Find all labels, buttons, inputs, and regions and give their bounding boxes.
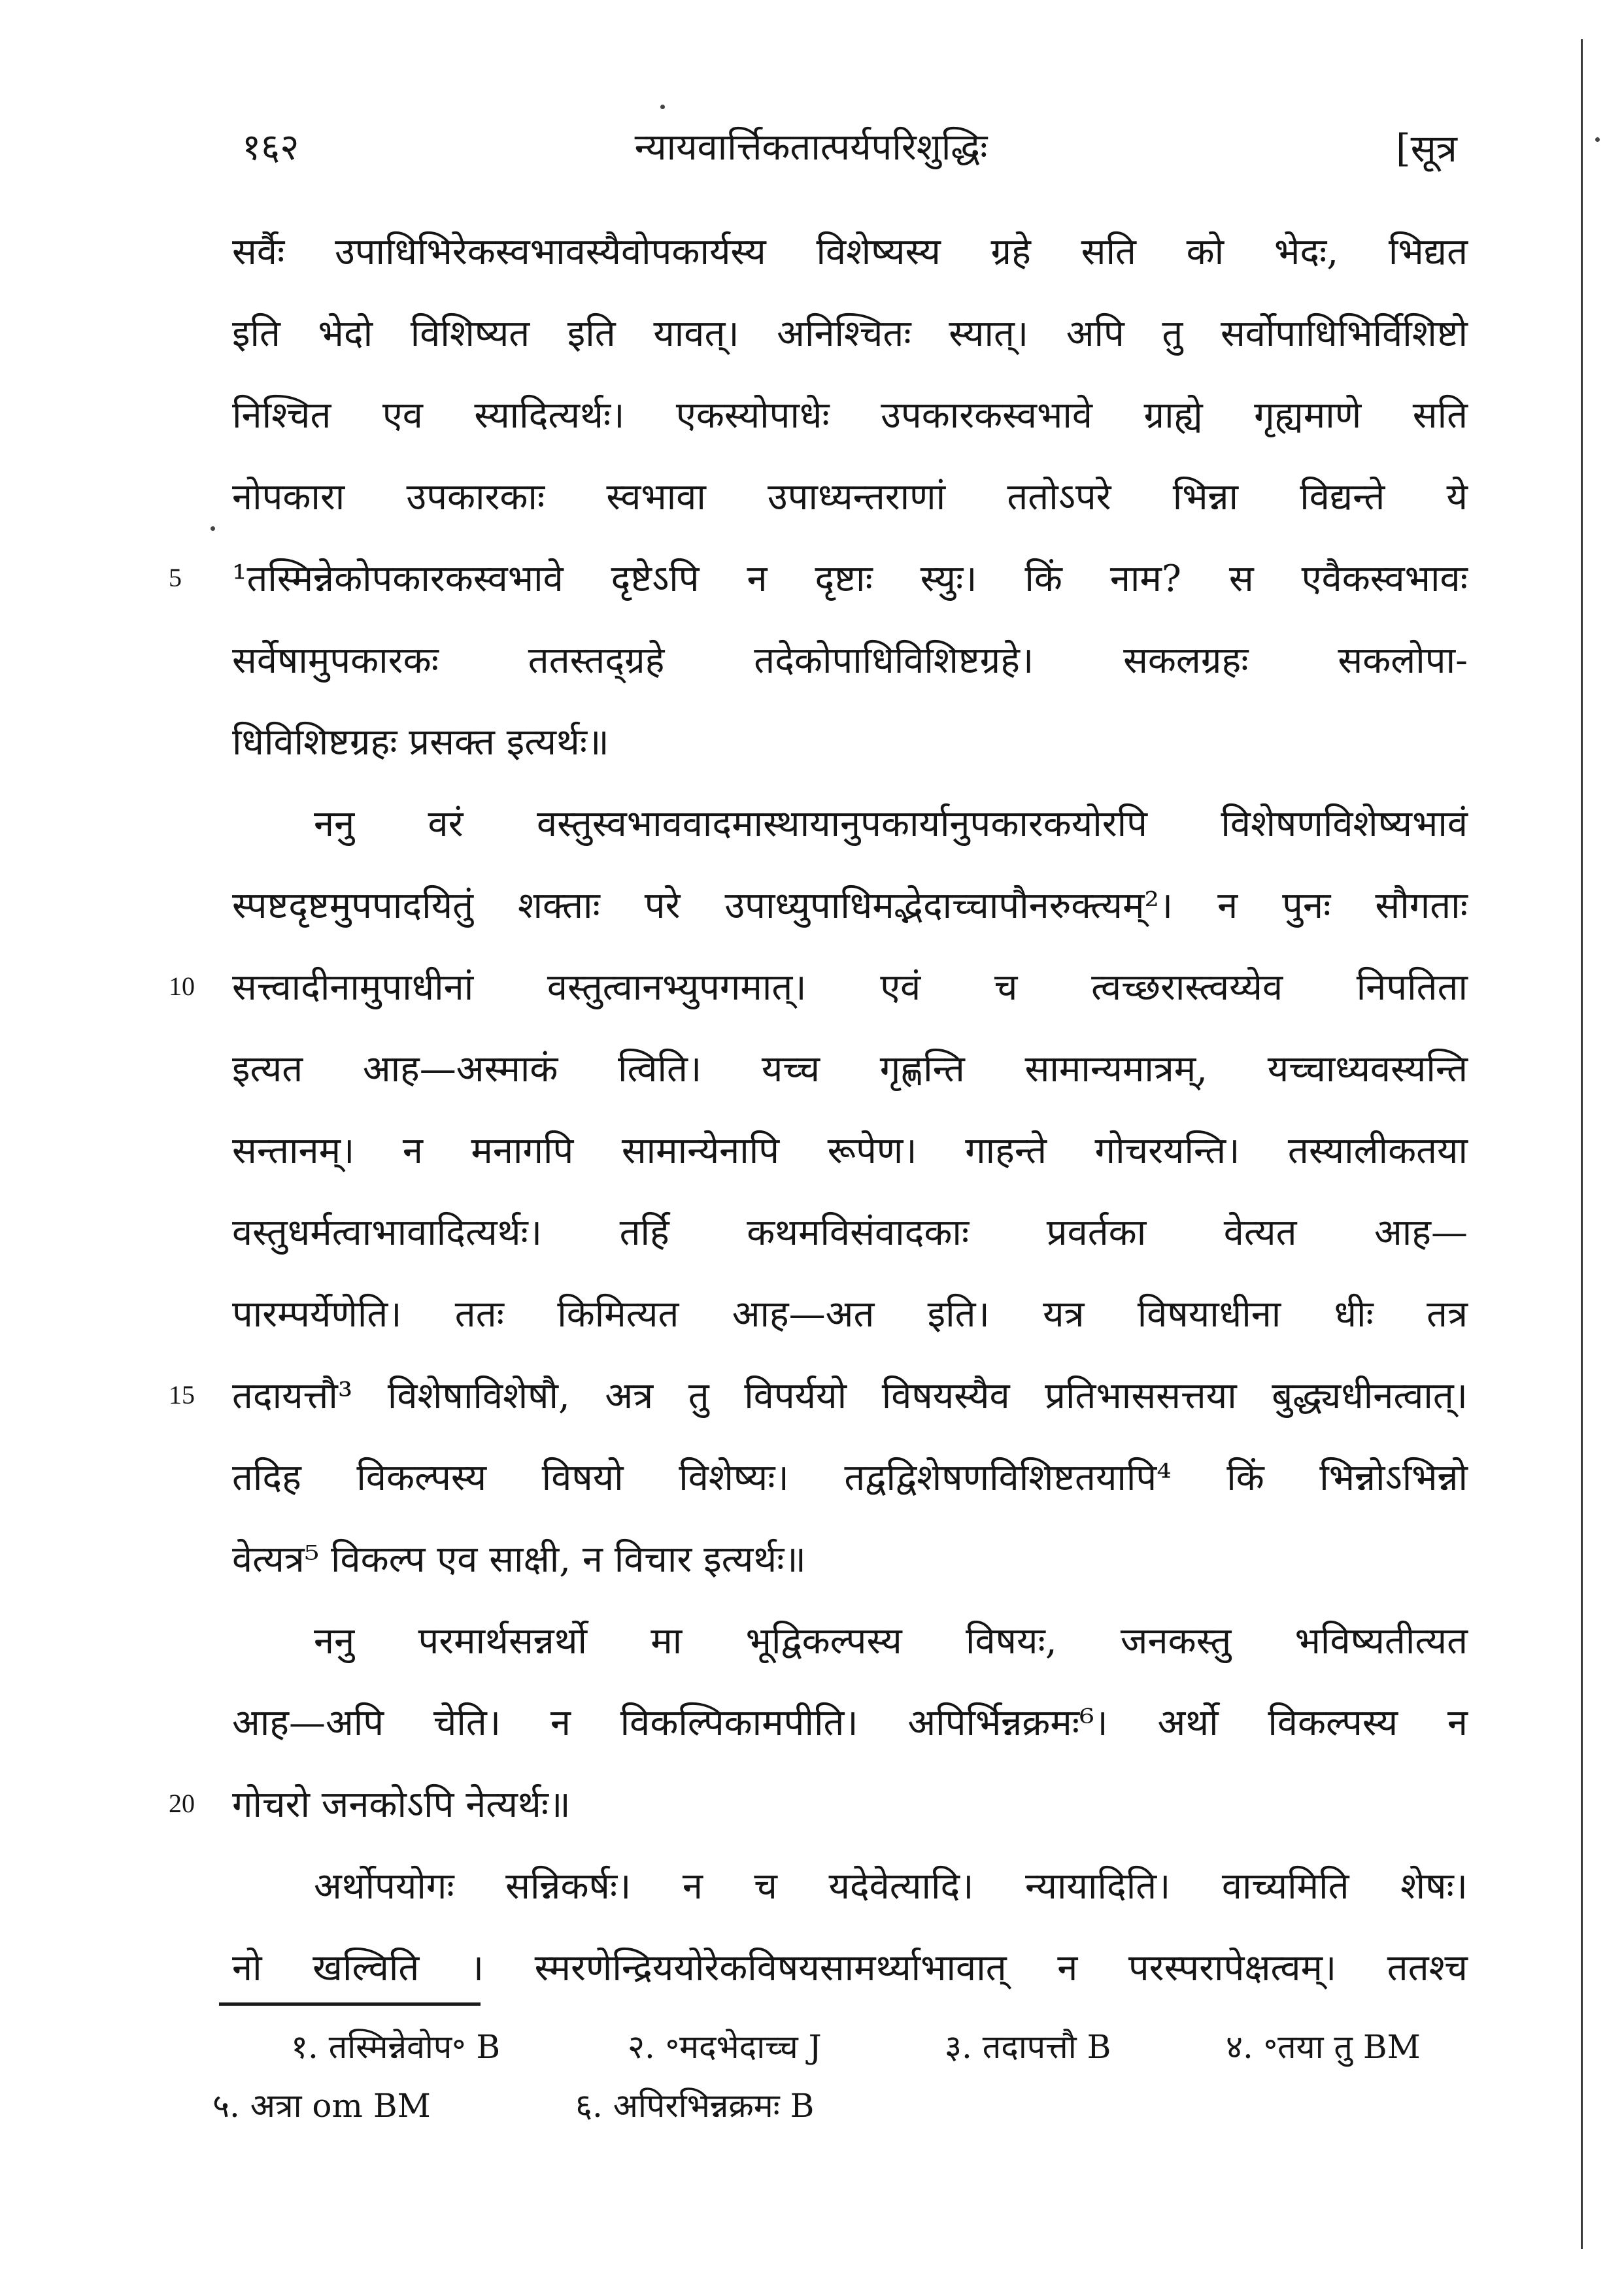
text-line: धिविशिष्टग्रहः प्रसक्त इत्यर्थः॥ (232, 721, 609, 764)
text-line: निश्चित एव स्यादित्यर्थः। एकस्योपाधेः उपकारकस्वभावे ग्राह्ये गृह्यमाणे सति (232, 394, 1468, 437)
text-line: सन्तानम्। न मनागपि सामान्येनापि रूपेण। गाहन्ते गोचरयन्ति। तस्यालीकतया (232, 1130, 1468, 1172)
text-line: वस्तुधर्मत्वाभावादित्यर्थः। तर्हि कथमविसंवादकाः प्रवर्तका वेत्यत आह— (232, 1211, 1468, 1254)
footnote: ४. ॰तया तु BM (1226, 2028, 1421, 2066)
text-line: नोपकारा उपकारकाः स्वभावा उपाध्यन्तराणां ततोऽपरे भिन्ना विद्यन्ते ये (232, 476, 1468, 518)
footnote-rule (219, 2002, 481, 2006)
text-line: वेत्यत्र⁵ विकल्प एव साक्षी, न विचार इत्यर्थः॥ (232, 1538, 806, 1581)
text-line: सर्वेषामुपकारकः ततस्तद्ग्रहे तदेकोपाधिविशिष्टग्रहे। सकलग्रहः सकलोपा- (232, 639, 1468, 682)
scan-speck (211, 526, 215, 531)
footnote: ५. अत्रा om BM (212, 2087, 431, 2125)
text-line: ननु वरं वस्तुस्वभाववादमास्थायानुपकार्यानुपकारकयोरपि विशेषणविशेष्यभावं (314, 803, 1468, 845)
text-line: सर्वैः उपाधिभिरेकस्वभावस्यैवोपकार्यस्य विशेष्यस्य ग्रहे सति को भेदः, भिद्यत (232, 231, 1468, 273)
line-number: 20 (169, 1789, 195, 1818)
running-title: न्यायवार्त्तिकतात्पर्यपरिशुद्धिः (634, 126, 988, 169)
footnote: १. तस्मिन्नेवोप॰ B (291, 2028, 501, 2066)
text-line: नो खल्विति । स्मरणेन्द्रिययोरेकविषयसामर्थ्याभावात् न परस्परापेक्षत्वम्। ततश्च (232, 1947, 1468, 1989)
text-line: ननु परमार्थसन्नर्थो मा भूद्विकल्पस्य विषयः, जनकस्तु भविष्यतीत्यत (314, 1620, 1468, 1663)
text-line: गोचरो जनकोऽपि नेत्यर्थः॥ (232, 1783, 571, 1826)
footnote: ६. अपिरभिन्नक्रमः B (575, 2087, 815, 2125)
text-line: पारम्पर्येणेति। ततः किमित्यत आह—अत इति। यत्र विषयाधीना धीः तत्र (232, 1293, 1468, 1336)
line-number: 10 (169, 971, 195, 1001)
text-line: इति भेदो विशिष्यत इति यावत्। अनिश्चितः स्यात्। अपि तु सर्वोपाधिभिर्विशिष्टो (232, 312, 1468, 355)
text-line: तदिह विकल्पस्य विषयो विशेष्यः। तद्वद्विशेषणविशिष्टतयापि⁴ किं भिन्नोऽभिन्नो (232, 1457, 1468, 1499)
text-line: तदायत्तौ³ विशेषाविशेषौ, अत्र तु विपर्ययो विषयस्यैव प्रतिभाससत्तया बुद्ध्यधीनत्वात्। (232, 1375, 1468, 1417)
page-number: १६२ (242, 126, 299, 169)
line-number: 5 (169, 563, 182, 592)
scan-edge-line (1581, 39, 1583, 2249)
text-line: आह—अपि चेति। न विकल्पिकामपीति। अपिर्भिन्नक्रमः⁶। अर्थो विकल्पस्य न (232, 1702, 1468, 1744)
text-line: सत्त्वादीनामुपाधीनां वस्तुत्वानभ्युपगमात्। एवं च त्वच्छरास्त्वय्येव निपतिता (232, 966, 1468, 1009)
text-line: स्पष्टदृष्टमुपपादयितुं शक्ताः परे उपाध्युपाधिमद्भेदाच्चापौनरुक्त्यम्²। न पुनः सौगताः (232, 885, 1468, 927)
text-line: ¹तस्मिन्नेकोपकारकस्वभावे दृष्टेऽपि न दृष्टाः स्युः। किं नाम? स एवैकस्वभावः (232, 558, 1468, 600)
scan-speck (660, 105, 665, 109)
text-line: अर्थोपयोगः सन्निकर्षः। न च यदेवेत्यादि। न्यायादिति। वाच्यमिति शेषः। (314, 1865, 1468, 1908)
running-head (0, 121, 1622, 180)
footnote: २. ॰मदभेदाच्च J (628, 2028, 822, 2066)
line-number: 15 (169, 1380, 195, 1410)
text-line: इत्यत आह—अस्माकं त्विति। यच्च गृह्णन्ति सामान्यमात्रम्, यच्चाध्यवस्यन्ति (232, 1048, 1468, 1090)
footnote: ३. तदापत्तौ B (945, 2028, 1111, 2066)
section-marker: [सूत्र (1396, 126, 1457, 171)
